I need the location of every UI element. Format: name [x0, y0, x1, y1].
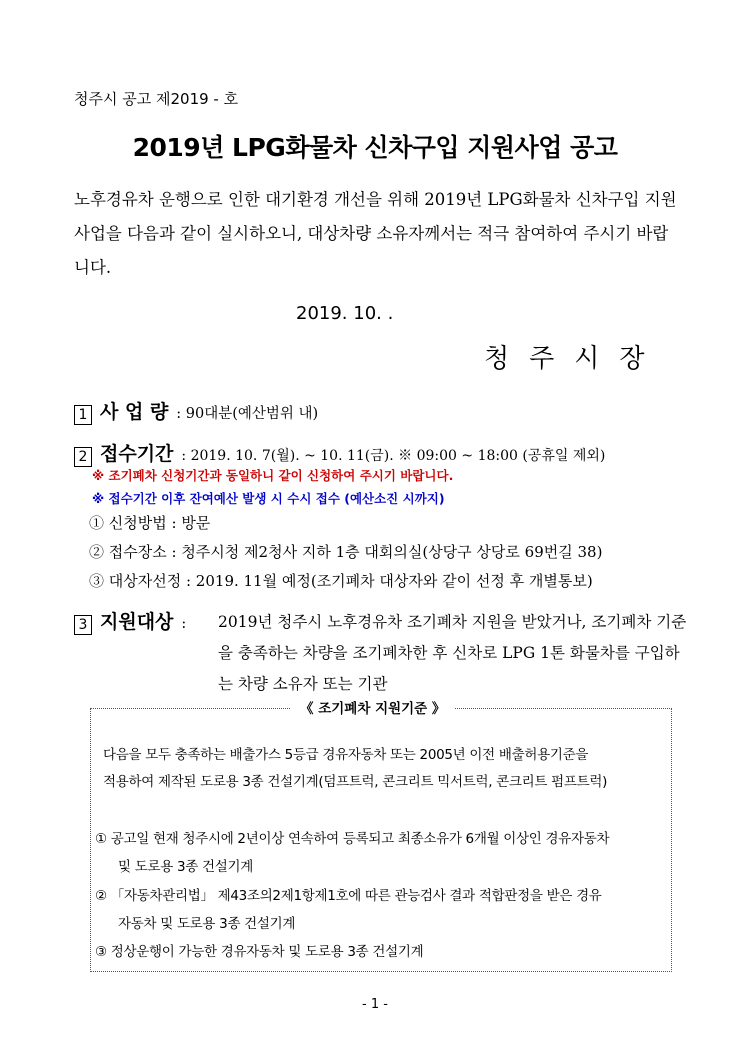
criteria-lead: 다음을 모두 충족하는 배출가스 5등급 경유자동차 또는 2005년 이전 배출허용기준을 [103, 747, 589, 763]
section-1 [74, 397, 318, 424]
page-title: 2019년 LPG화물차 신차구입 지원사업 공고 [132, 133, 618, 162]
list-item: ③ 대상자선정 : 2019. 11월 예정(조기폐차 대상자와 같이 선정 후 개별통보) [89, 572, 593, 590]
criteria-item: ③ 정상운행이 가능한 경유자동차 및 도로용 3종 건설기계 [95, 944, 424, 960]
notice-number: 청주시 공고 제2019 - 호 [74, 90, 239, 108]
intro-paragraph: 노후경유차 운행으로 인한 대기환경 개선을 위해 2019년 LPG화물차 신차구입 지원사업을 다음과 같이 실시하오니, 대상차량 소유자께서는 적극 참여하여 주시기 바랍니다. [74, 190, 677, 277]
criteria-item: ② 「자동차관리법」 제43조의2제1항제1호에 따른 관능검사 결과 적합판정을 받은 경유 [95, 888, 602, 904]
list-item: ① 신청방법 : 방문 [89, 514, 211, 532]
criteria-item: 자동차 및 도로용 3종 건설기계 [118, 916, 296, 932]
section-2 [74, 439, 605, 466]
section-text: : 2019. 10. 7(월). ~ 10. 11(금). ※ 09:00 ~ 18:00 (공휴일 제외) [181, 448, 606, 464]
criteria-lead: 적용하여 제작된 도로용 3종 건설기계(덤프트럭, 콘크리트 믹서트럭, 콘크리트 펌프트럭) [103, 774, 608, 790]
criteria-item: 및 도로용 3종 건설기계 [118, 859, 253, 875]
note-red: ※ 조기폐차 신청기간과 동일하니 같이 신청하여 주시기 바랍니다. [92, 468, 454, 483]
section-number: 1 [74, 405, 92, 425]
criteria-item: ① 공고일 현재 청주시에 2년이상 연속하여 등록되고 최종소유가 6개월 이상인 경유자동차 [95, 831, 610, 847]
notice-date: 2019. 10. . [296, 303, 394, 324]
section-number: 2 [74, 447, 92, 467]
section-number: 3 [74, 615, 92, 635]
section-title: 접수기간 [100, 443, 174, 465]
section-3 [74, 607, 186, 634]
section-colon: : [181, 616, 187, 632]
criteria-title: 《 조기폐차 지원기준 》 [290, 697, 455, 717]
section-text: : 90대분(예산범위 내) [176, 406, 319, 422]
list-item: ② 접수장소 : 청주시청 제2청사 지하 1층 대회의실(상당구 상당로 69번길 38) [89, 543, 603, 561]
section-text: 2019년 청주시 노후경유차 조기폐차 지원을 받았거나, 조기폐차 기준을 충족하는 차량을 조기폐차한 후 신차로 LPG 1톤 화물차를 구입하는 차량 소유자 또는 기관 [218, 613, 687, 693]
section-title: 사 업 량 [100, 401, 169, 423]
section-title: 지원대상 [100, 611, 174, 633]
note-blue: ※ 접수기간 이후 잔여예산 발생 시 수시 접수 (예산소진 시까지) [92, 491, 445, 506]
signer: 청주시장 [484, 344, 665, 374]
page-number: - 1 - [362, 997, 388, 1012]
